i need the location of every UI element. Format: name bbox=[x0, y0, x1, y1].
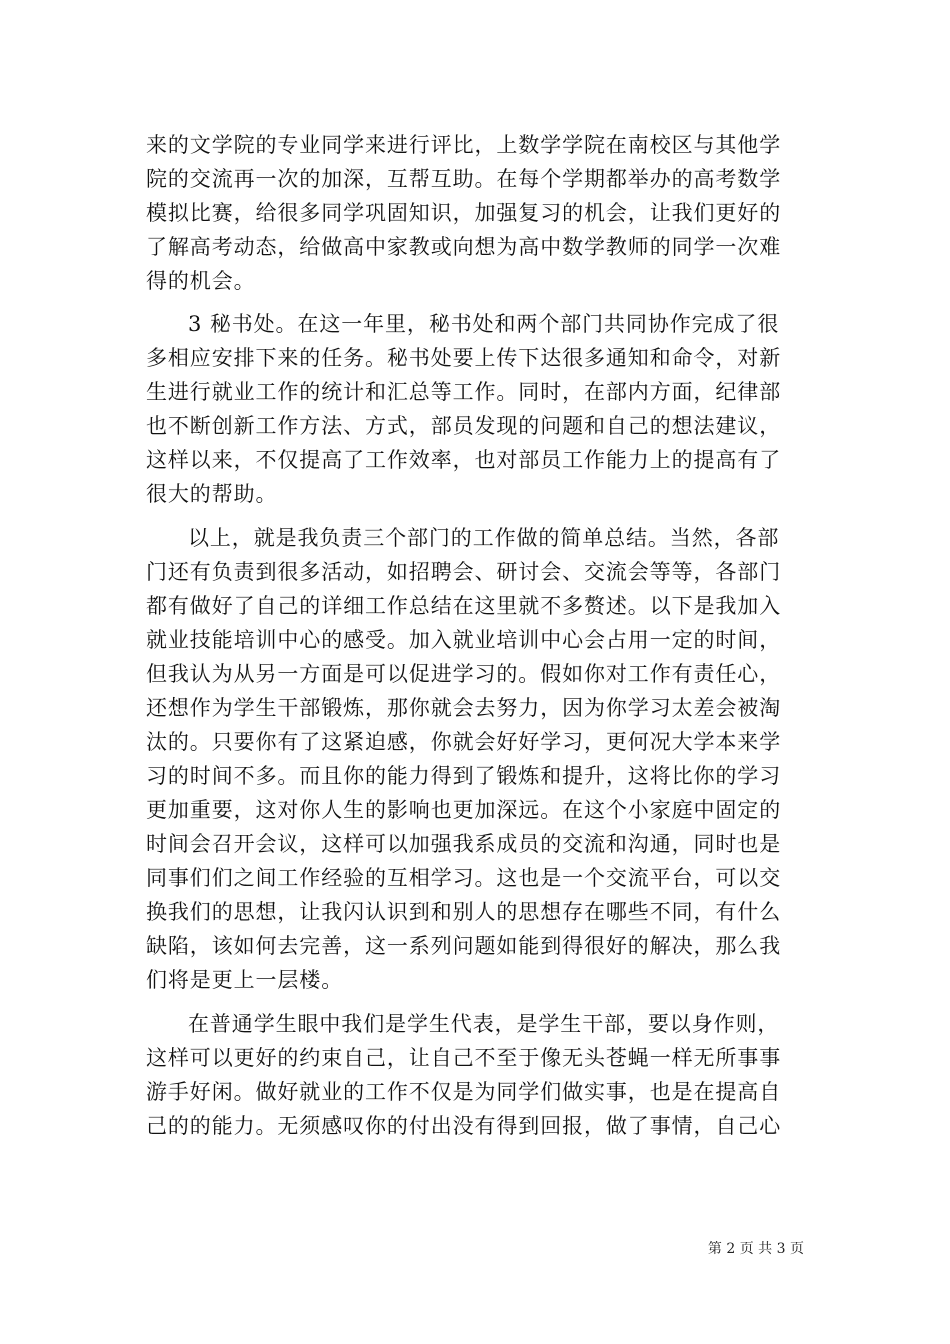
body-text-line: 这样可以更好的约束自己，让自己不至于像无头苍蝇一样无所事事 bbox=[146, 1046, 782, 1070]
body-text-line: 来的文学院的专业同学来进行评比，上数学学院在南校区与其他学 bbox=[146, 133, 782, 157]
body-text-line: 时间会召开会议，这样可以加强我系成员的交流和沟通，同时也是 bbox=[146, 832, 782, 856]
body-text-line: 缺陷，该如何去完善，这一系列问题如能到得很好的解决，那么我 bbox=[146, 934, 782, 958]
body-text-line: 多相应安排下来的任务。秘书处要上传下达很多通知和命令，对新 bbox=[146, 346, 782, 370]
body-text-line: 很大的帮助。 bbox=[146, 482, 278, 506]
paragraph-first-line: 以上，就是我负责三个部门的工作做的简单总结。当然，各部 bbox=[188, 526, 780, 550]
body-text-line: 就业技能培训中心的感受。加入就业培训中心会占用一定的时间， bbox=[146, 628, 782, 652]
body-text-line: 这样以来，不仅提高了工作效率，也对部员工作能力上的提高有了 bbox=[146, 448, 782, 472]
body-text-line: 还想作为学生干部锻炼，那你就会去努力，因为你学习太差会被淘 bbox=[146, 696, 782, 720]
body-text-line: 院的交流再一次的加深，互帮互助。在每个学期都举办的高考数学 bbox=[146, 167, 782, 191]
body-text-line: 换我们的思想，让我闪认识到和别人的思想存在哪些不同，有什么 bbox=[146, 900, 782, 924]
body-text-line: 更加重要，这对你人生的影响也更加深远。在这个小家庭中固定的 bbox=[146, 798, 782, 822]
body-text-line: 习的时间不多。而且你的能力得到了锻炼和提升，这将比你的学习 bbox=[146, 764, 782, 788]
body-text-line: 门还有负责到很多活动，如招聘会、研讨会、交流会等等，各部门 bbox=[146, 560, 782, 584]
body-text-line: 生进行就业工作的统计和汇总等工作。同时，在部内方面，纪律部 bbox=[146, 380, 782, 404]
body-text-line: 们将是更上一层楼。 bbox=[146, 968, 344, 992]
body-text-line: 同事们们之间工作经验的互相学习。这也是一个交流平台，可以交 bbox=[146, 866, 782, 890]
body-text-line: 己的的能力。无须感叹你的付出没有得到回报，做了事情，自己心 bbox=[146, 1114, 782, 1138]
body-text-line: 模拟比赛，给很多同学巩固知识，加强复习的机会，让我们更好的 bbox=[146, 201, 782, 225]
body-text-line: 但我认为从另一方面是可以促进学习的。假如你对工作有责任心， bbox=[146, 662, 782, 686]
body-text-line: 游手好闲。做好就业的工作不仅是为同学们做实事，也是在提高自 bbox=[146, 1080, 782, 1104]
page-number-footer: 第 2 页 共 3 页 bbox=[707, 1241, 804, 1257]
paragraph-first-line: 在普通学生眼中我们是学生代表，是学生干部，要以身作则， bbox=[188, 1012, 780, 1036]
body-text-line: 都有做好了自己的详细工作总结在这里就不多赘述。以下是我加入 bbox=[146, 594, 782, 618]
paragraph-first-line: 3 秘书处。在这一年里，秘书处和两个部门共同协作完成了很 bbox=[188, 312, 780, 336]
body-text-line: 得的机会。 bbox=[146, 269, 256, 293]
body-text-line: 汰的。只要你有了这紧迫感，你就会好好学习，更何况大学本来学 bbox=[146, 730, 782, 754]
body-text-line: 了解高考动态，给做高中家教或向想为高中数学教师的同学一次难 bbox=[146, 235, 782, 259]
body-text-line: 也不断创新工作方法、方式，部员发现的问题和自己的想法建议， bbox=[146, 414, 782, 438]
